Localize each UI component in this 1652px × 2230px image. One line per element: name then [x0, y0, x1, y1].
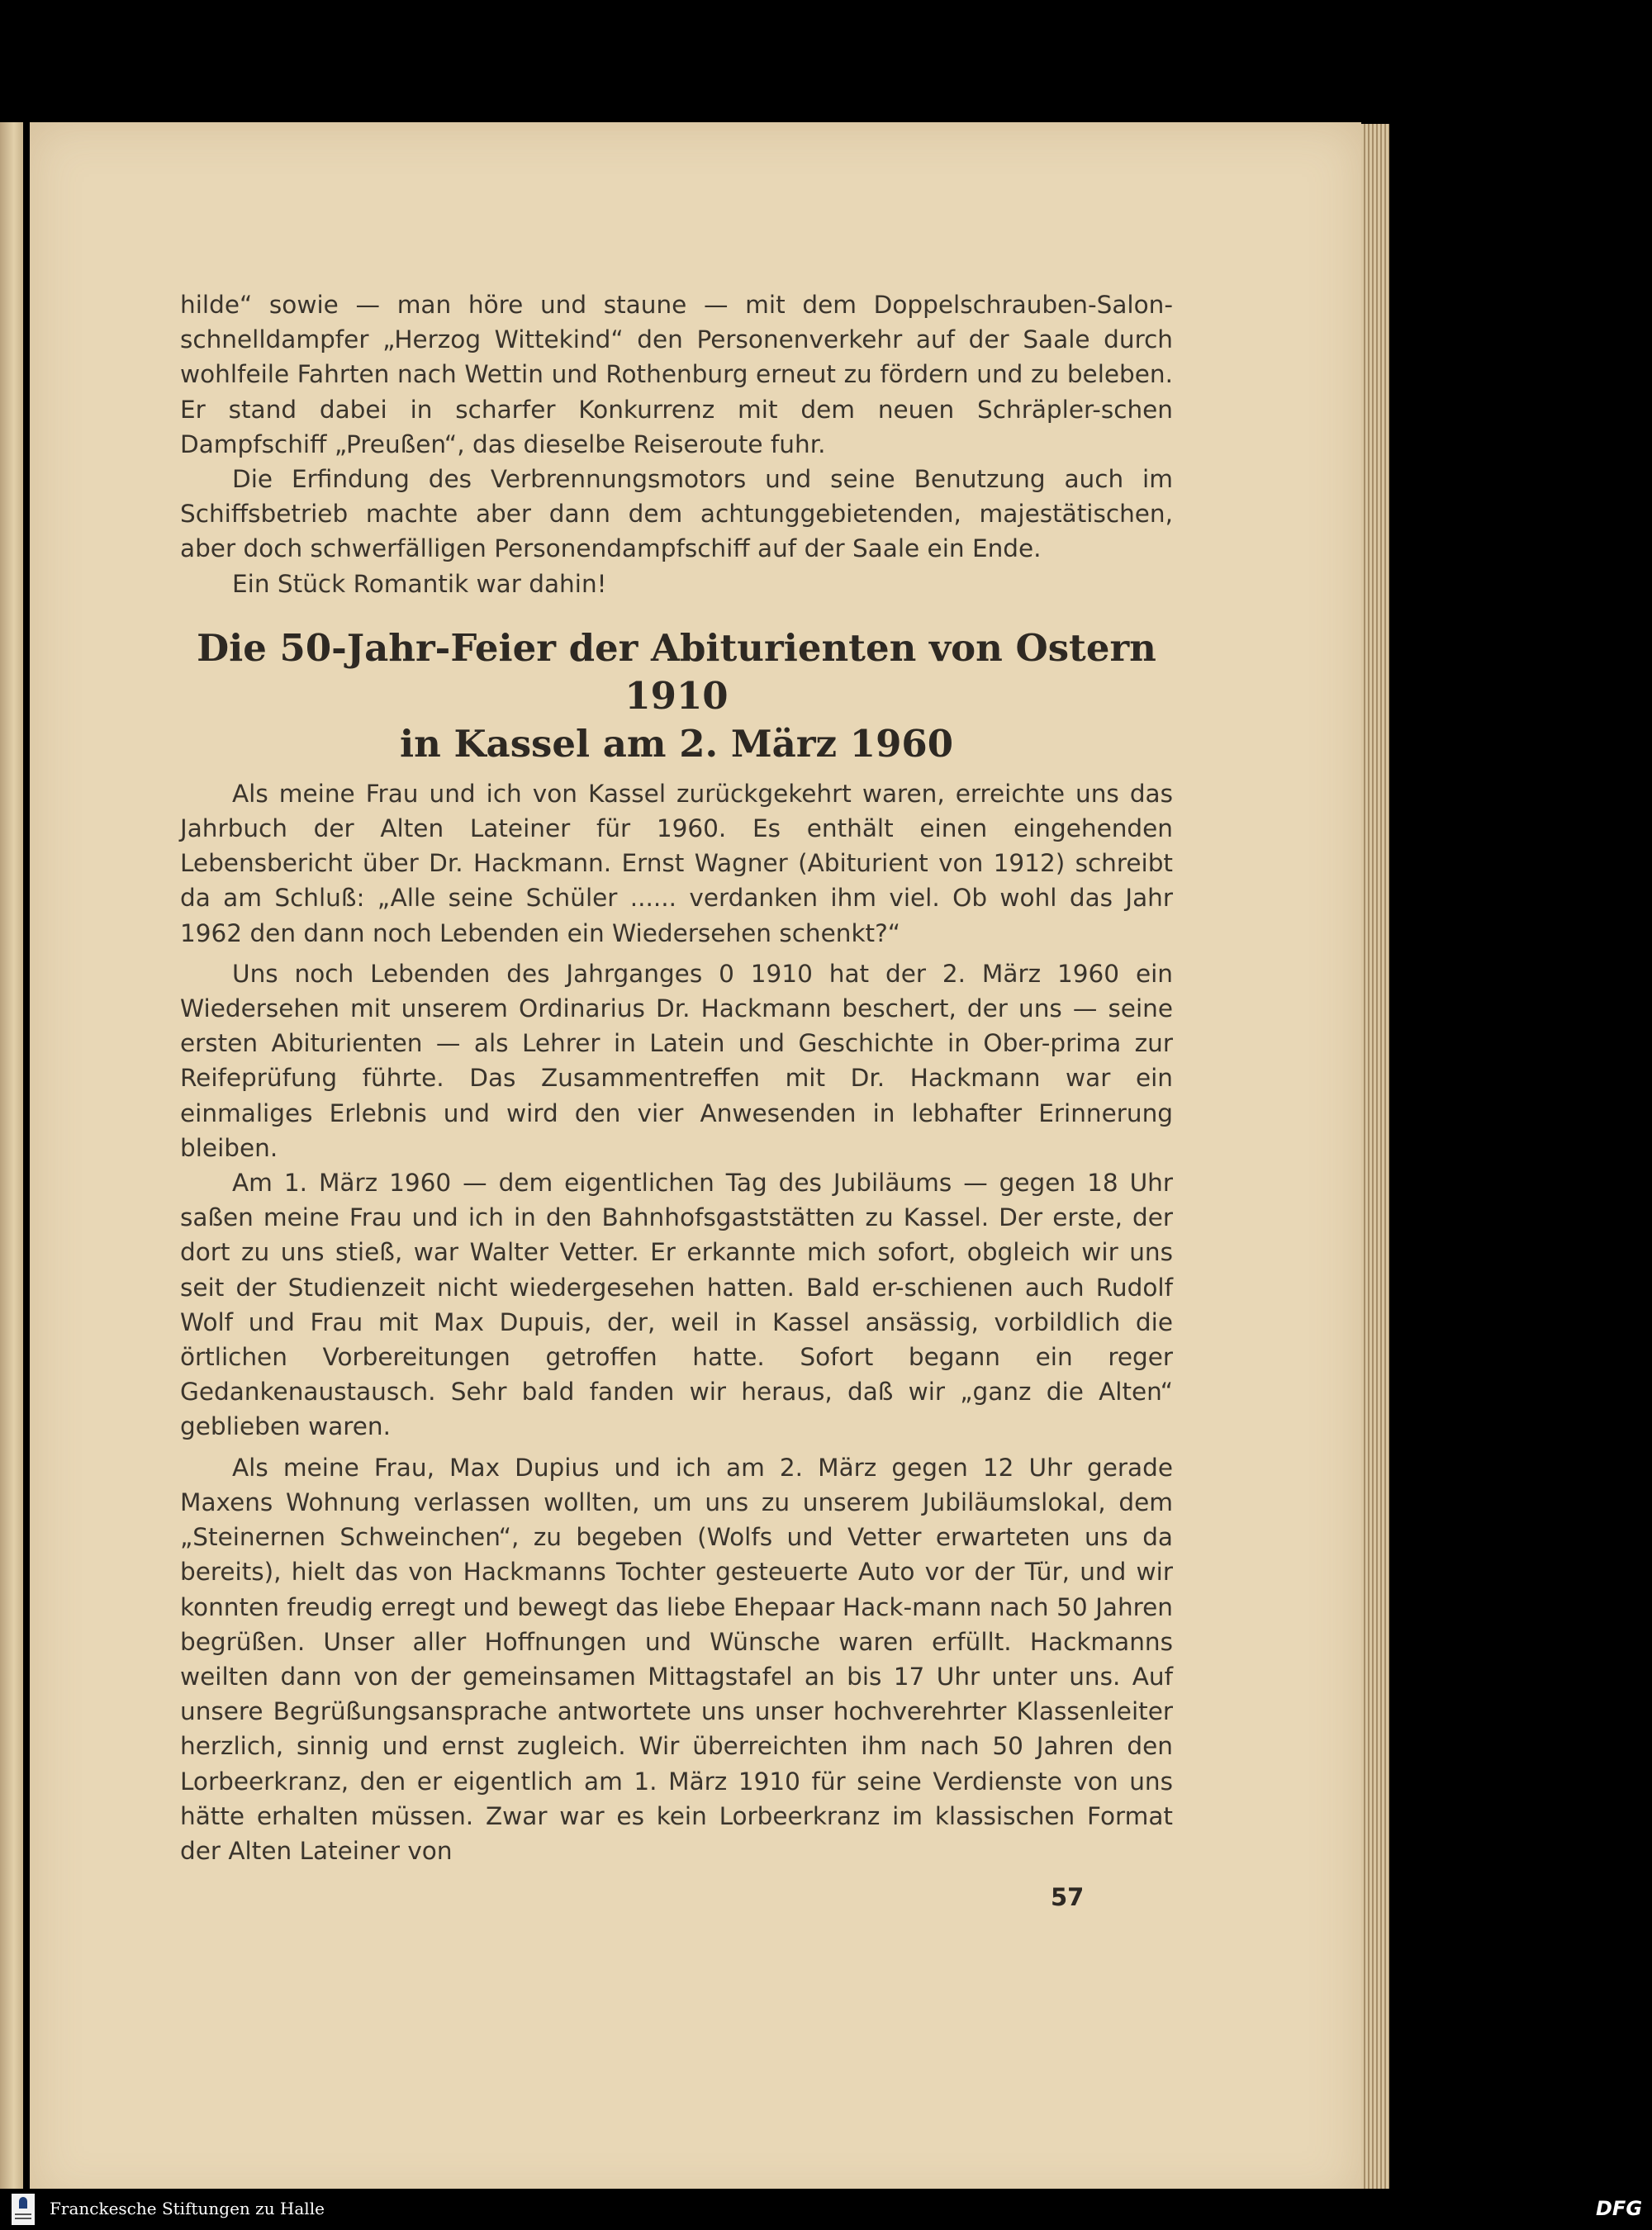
footer-institution[interactable]: Franckesche Stiftungen zu Halle [50, 2199, 325, 2218]
dfg-logo: DFG [1596, 2197, 1643, 2220]
heading-line-1: Die 50-Jahr-Feier der Abiturienten von Ostern 1910 [197, 625, 1156, 718]
logo-figure [19, 2197, 27, 2209]
logo-line [15, 2213, 31, 2215]
paragraph: Uns noch Lebenden des Jahrganges 0 1910 hat der 2. März 1960 ein Wiedersehen mit unserem Ordinarius Dr. Hackmann beschert, der uns — seine ersten Abiturienten — als Lehrer in Latein und Geschichte in Ober-prima zur Reifeprüfung führte. Das Zusammentreffen mit Dr. Hackmann war ein einmaliges Erlebnis und wird den vier Anwesenden in lebhafter Erinnerung bleiben. [180, 959, 1173, 1162]
page-stack-edge [1361, 124, 1389, 2197]
institution-logo-icon [12, 2194, 35, 2225]
paragraph: Ein Stück Romantik war dahin! [232, 569, 607, 598]
paragraph: Als meine Frau und ich von Kassel zurückgekehrt waren, erreichte uns das Jahrbuch der Alten Lateiner für 1960. Es enthält einen eingehenden Lebensbericht über Dr. Hackmann. Ernst Wagner (Abiturient von 1912) schreibt da am Schluß: „Alle seine Schüler ...... verdanken ihm viel. Ob wohl das Jahr 1962 den dann noch Lebenden ein Wiedersehen schenkt?“ [180, 779, 1173, 947]
section-heading [180, 624, 1173, 768]
logo-line [15, 2218, 31, 2219]
left-page-edge [0, 122, 23, 2204]
paragraph: Am 1. März 1960 — dem eigentlichen Tag des Jubiläums — gegen 18 Uhr saßen meine Frau und ich in den Bahnhofsgaststätten zu Kassel. Der erste, der dort zu uns stieß, war Walter Vetter. Er erkannte mich sofort, obgleich wir uns seit der Studienzeit nicht wiedergesehen hatten. Bald er-schienen auch Rudolf Wolf und Frau mit Max Dupuis, der, weil in Kassel ansässig, vorbildlich die örtlichen Vorbereitungen getroffen hatte. Sofort begann ein reger Gedankenaustausch. Sehr bald fanden wir heraus, daß wir „ganz die Alten“ geblieben waren. [180, 1169, 1173, 1441]
paragraph: Als meine Frau, Max Dupius und ich am 2. März gegen 12 Uhr gerade Maxens Wohnung verlassen wollten, um uns zu unserem Jubiläumslokal, dem „Steinernen Schweinchen“, zu begeben (Wolfs und Vetter erwarteten uns da bereits), hielt das von Hackmanns Tochter gesteuerte Auto vor der Tür, und wir konnten freudig erregt und bewegt das liebe Ehepaar Hack-mann nach 50 Jahren begrüßen. Unser aller Hoffnungen und Wünsche waren erfüllt. Hackmanns weilten dann von der gemeinsamen Mittagstafel an bis 17 Uhr unter uns. Auf unsere Begrüßungsansprache antwortete uns unser hochverehrter Klassenleiter herzlich, sinnig und ernst zugleich. Wir überreichten ihm nach 50 Jahren den Lorbeerkranz, den er eigentlich am 1. März 1910 für seine Verdienste von uns hätte erhalten müssen. Zwar war es kein Lorbeerkranz im klassischen Format der Alten Lateiner von [180, 1453, 1173, 1865]
paragraph: Die Erfindung des Verbrennungsmotors und seine Benutzung auch im Schiffsbetrieb machte aber dann dem achtunggebietenden, majestätischen, aber doch schwerfälligen Personendampfschiff auf der Saale ein Ende. [180, 465, 1173, 563]
heading-line-2: in Kassel am 2. März 1960 [399, 721, 954, 766]
page-text [180, 287, 1173, 1868]
page-number: 57 [1051, 1883, 1085, 1911]
paragraph-continued: hilde“ sowie — man höre und staune — mit dem Doppelschrauben-Salon-schnelldampfer „Herzog Wittekind“ den Personenverkehr auf der Saale durch wohlfeile Fahrten nach Wettin und Rothenburg erneut zu fördern und zu beleben. Er stand dabei in scharfer Konkurrenz mit dem neuen Schräpler-schen Dampfschiff „Preußen“, das dieselbe Reiseroute fuhr. [180, 291, 1173, 458]
